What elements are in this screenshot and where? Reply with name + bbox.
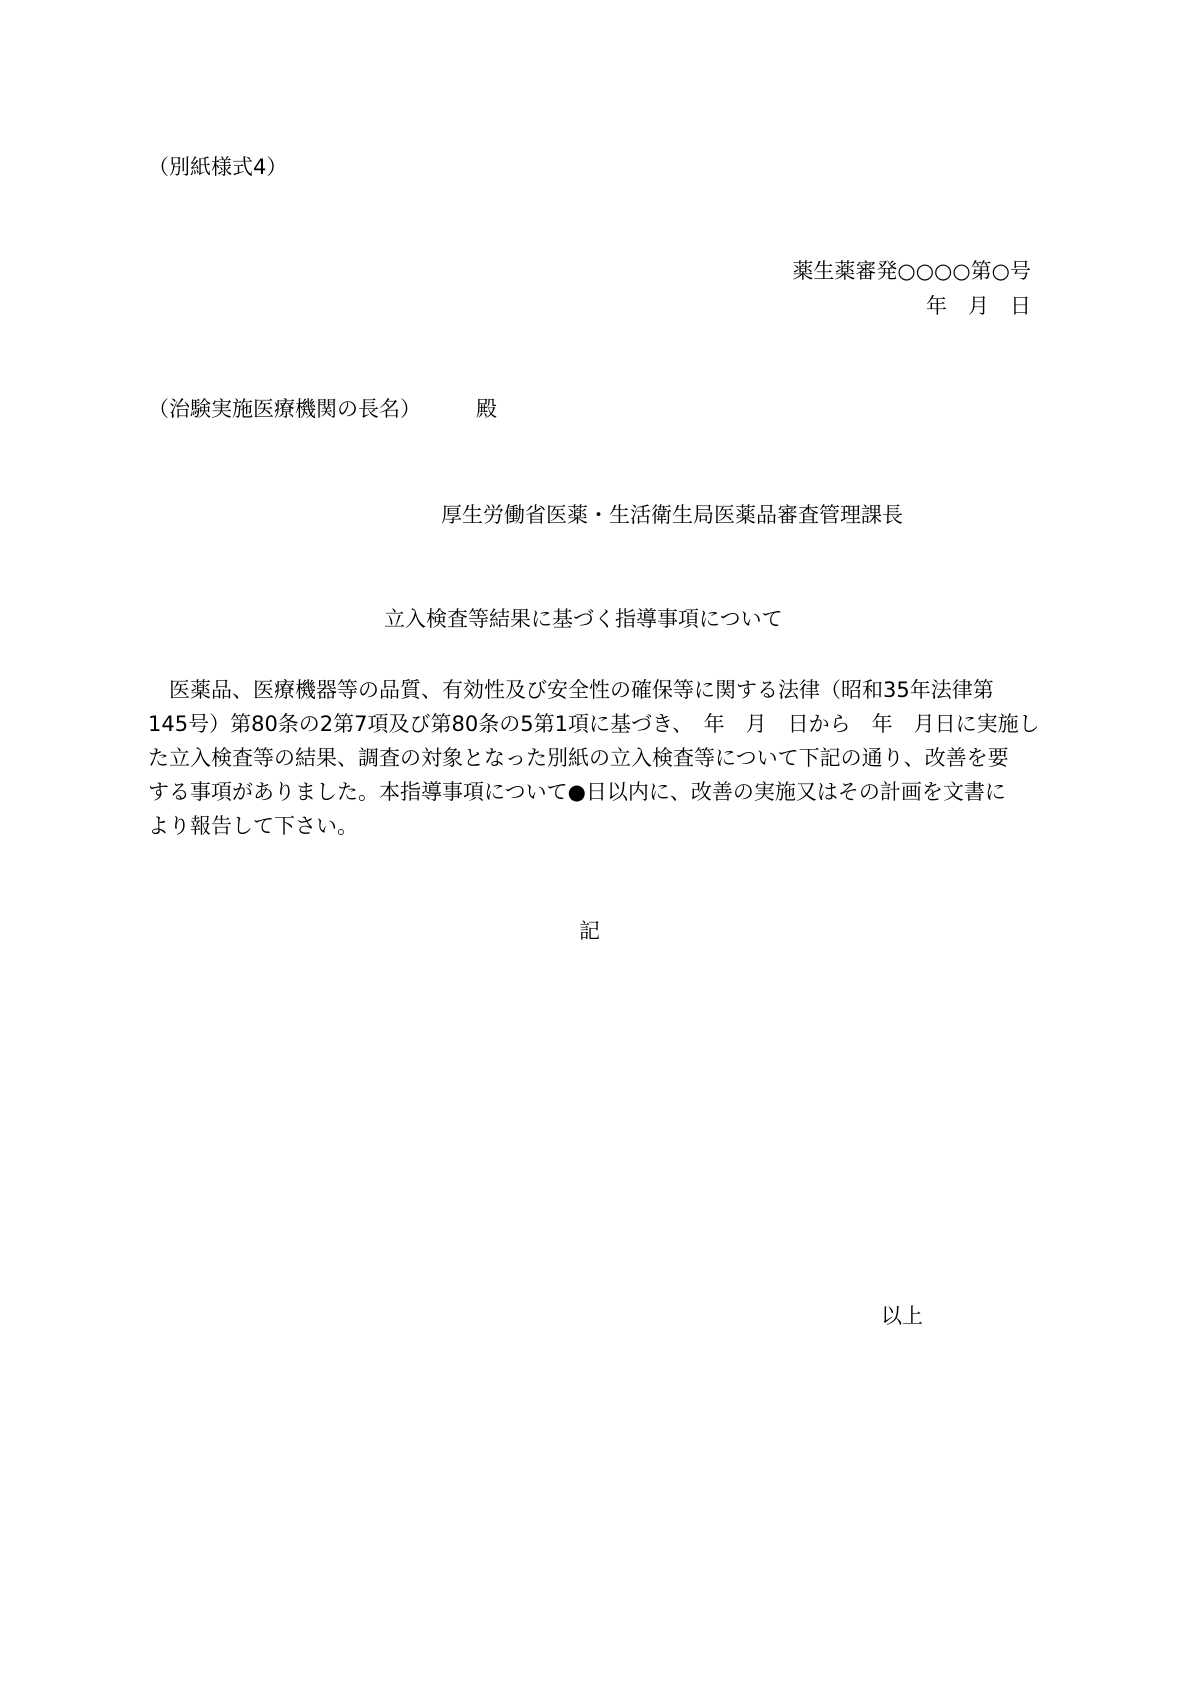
body-line: 145号）第80条の2第7項及び第80条の5第1項に基づき、 年 月 日から 年 月日に実施し (148, 712, 1040, 736)
sender: 厚生労働省医薬・生活衛生局医薬品審査管理課長 (441, 503, 903, 527)
body-line: する事項がありました。本指導事項について●日以内に、改善の実施又はその計画を文書に (148, 780, 1006, 804)
document-date: 年 月 日 (926, 294, 1031, 318)
document-subject: 立入検査等結果に基づく指導事項について (384, 607, 783, 631)
body-line: より報告して下さい。 (148, 814, 358, 838)
document-number: 薬生薬審発○○○○第○号 (792, 259, 1031, 283)
honorific: 殿 (476, 397, 497, 421)
body-paragraph (148, 673, 1040, 843)
closing-ijou: 以上 (881, 1304, 923, 1328)
body-line: た立入検査等の結果、調査の対象となった別紙の立入検査等について下記の通り、改善を要 (148, 746, 1009, 770)
ki-heading: 記 (579, 919, 600, 943)
body-line: 医薬品、医療機器等の品質、有効性及び安全性の確保等に関する法律（昭和35年法律第 (148, 678, 994, 702)
form-label: （別紙様式4） (148, 155, 288, 179)
addressee: （治験実施医療機関の長名） (148, 397, 421, 421)
